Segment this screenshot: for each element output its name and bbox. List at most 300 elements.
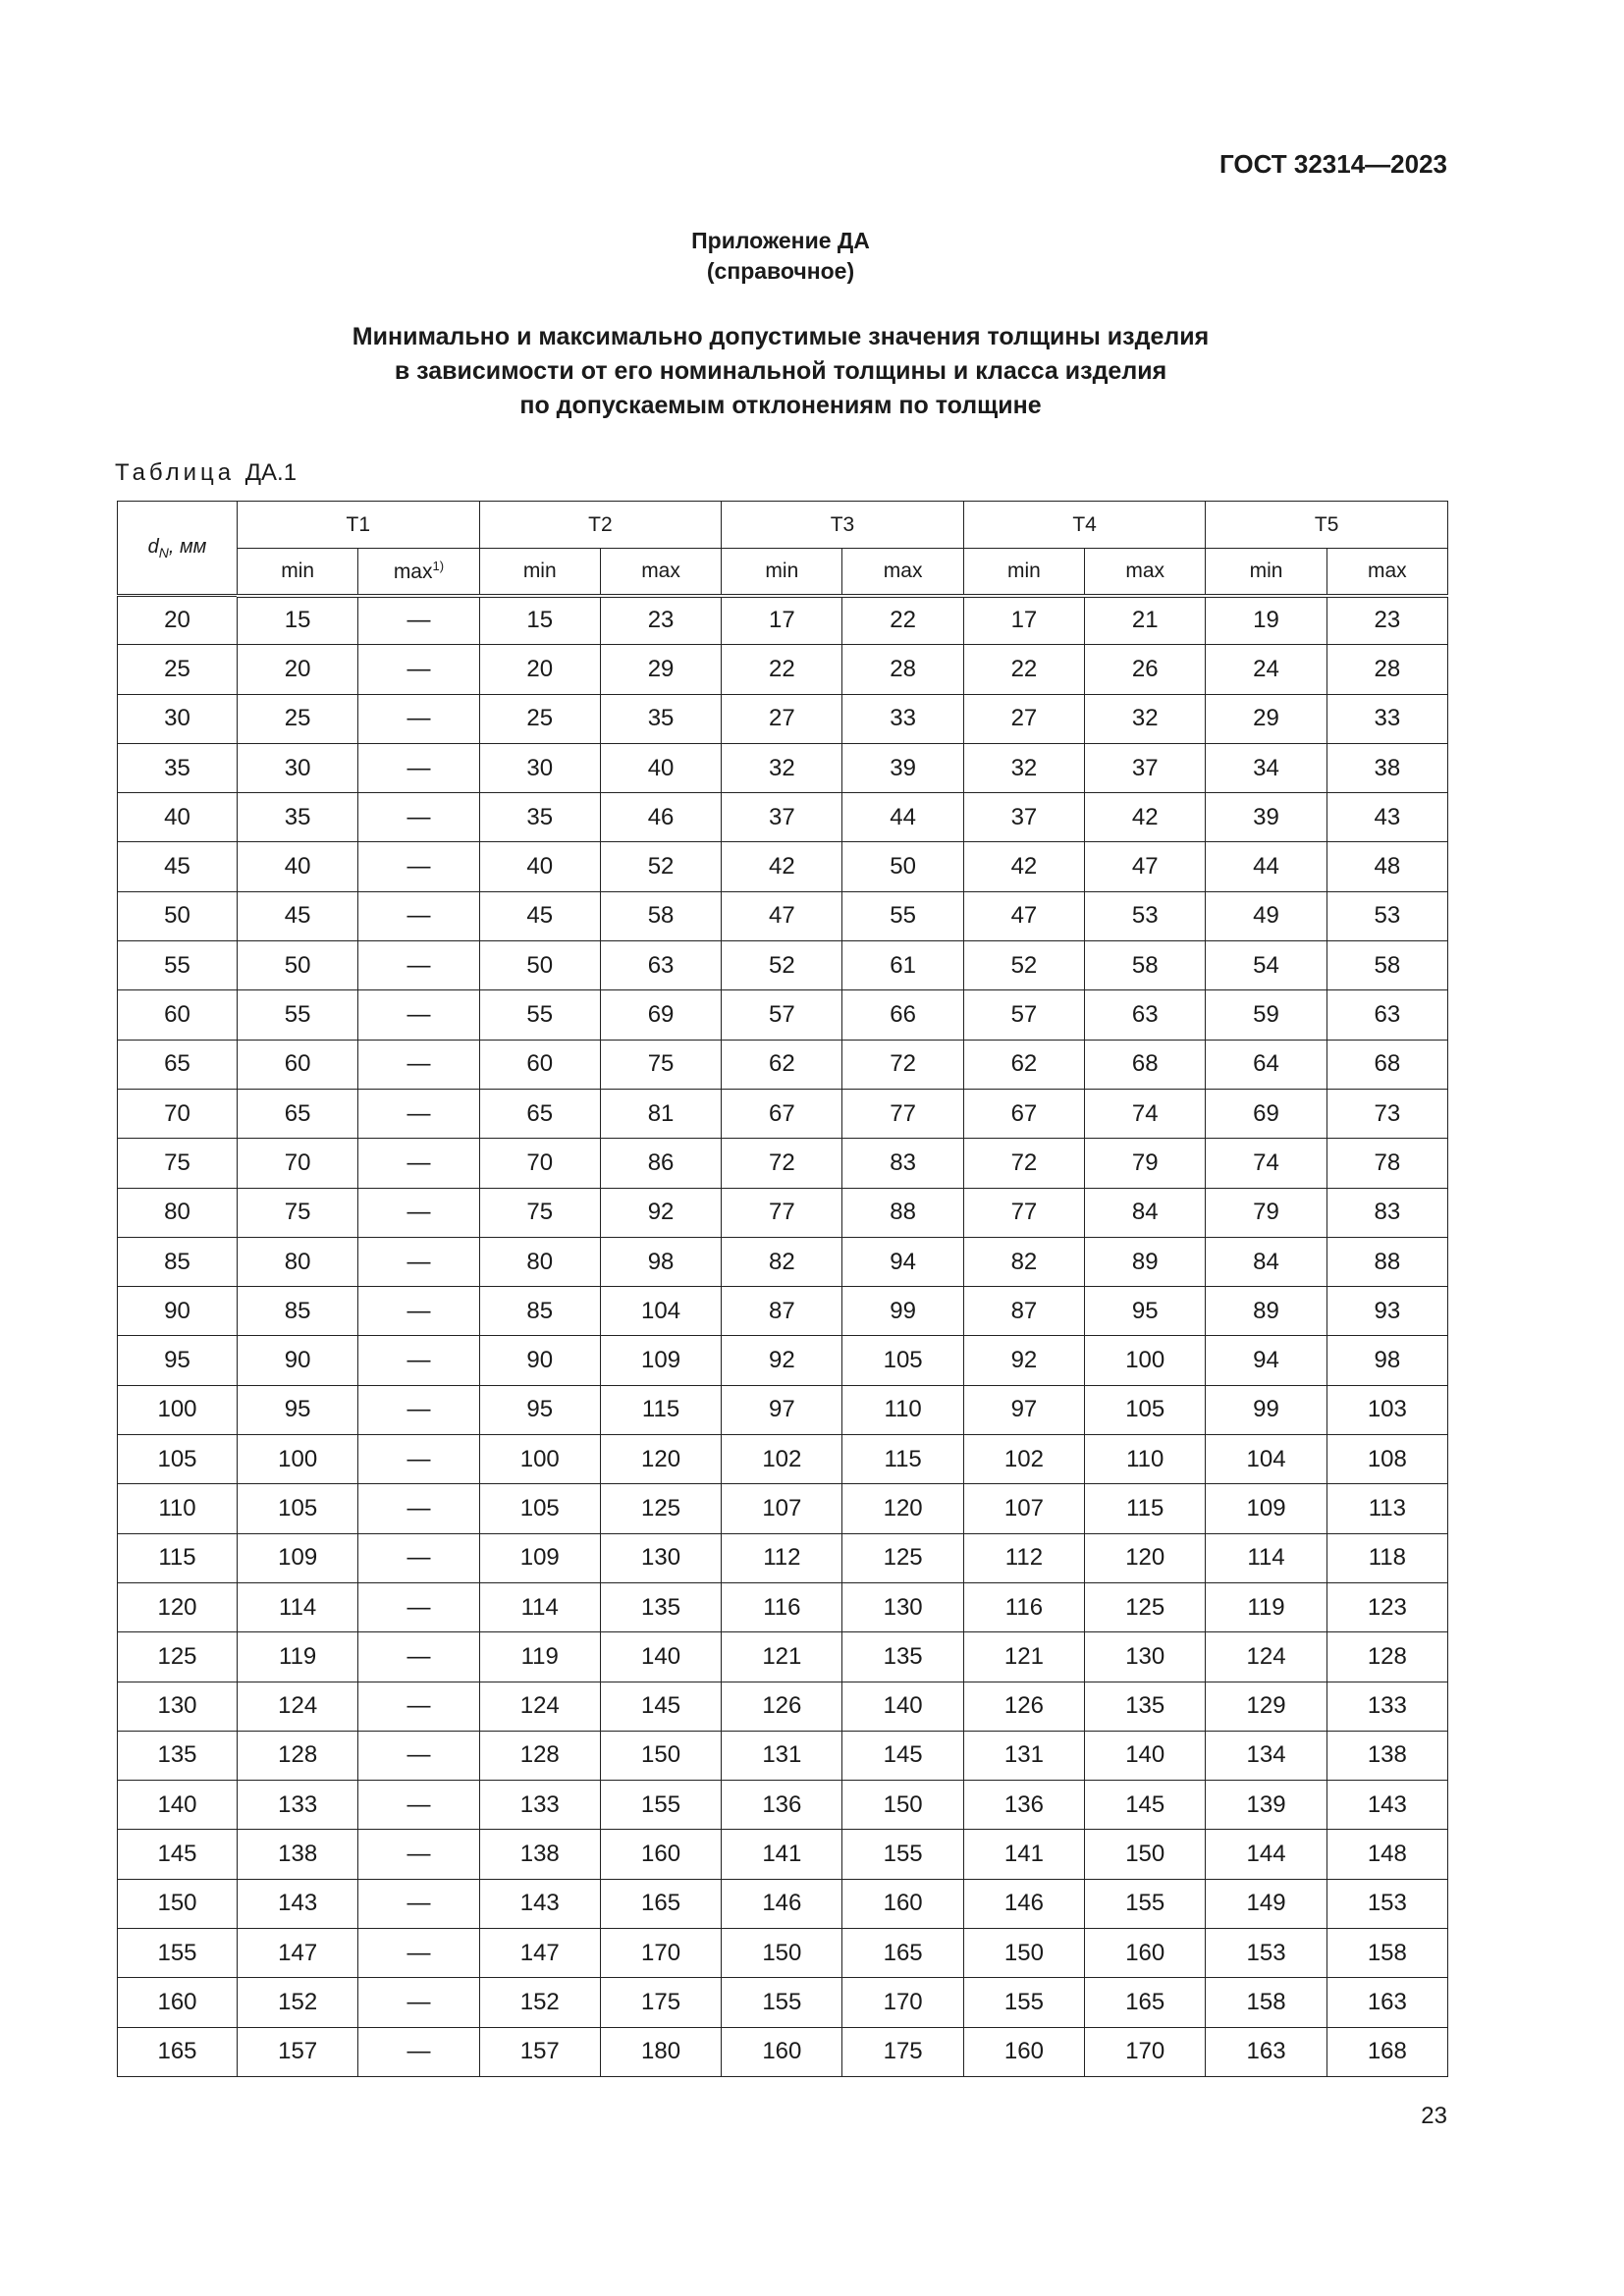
table-row (118, 1040, 1448, 1089)
nominal-thickness-cell: 165 (118, 2027, 238, 2076)
table-cell: 97 (722, 1385, 842, 1434)
table-row (118, 990, 1448, 1040)
table-cell: 95 (1085, 1287, 1206, 1336)
table-row (118, 1682, 1448, 1731)
class-header-t3: T3 (722, 502, 964, 549)
table-cell: 147 (479, 1929, 600, 1978)
table-cell: 68 (1326, 1040, 1447, 1089)
table-cell: 107 (963, 1484, 1084, 1533)
table-cell: 32 (722, 743, 842, 792)
table-cell: 115 (1085, 1484, 1206, 1533)
table-cell: 100 (1085, 1336, 1206, 1385)
table-cell: 136 (963, 1781, 1084, 1830)
table-cell: 153 (1206, 1929, 1326, 1978)
table-cell: 180 (600, 2027, 721, 2076)
table-row (118, 596, 1448, 645)
nominal-thickness-cell: 95 (118, 1336, 238, 1385)
table-cell: 105 (479, 1484, 600, 1533)
nominal-thickness-cell: 55 (118, 941, 238, 990)
table-cell: 87 (722, 1287, 842, 1336)
table-cell: 140 (842, 1682, 963, 1731)
table-cell: 82 (963, 1237, 1084, 1286)
table-cell: 105 (842, 1336, 963, 1385)
nominal-thickness-cell: 130 (118, 1682, 238, 1731)
table-cell: — (358, 793, 479, 842)
table-cell: 108 (1326, 1435, 1447, 1484)
table-cell: — (358, 1978, 479, 2027)
table-cell: 175 (842, 2027, 963, 2076)
nominal-thickness-cell: 70 (118, 1089, 238, 1138)
nominal-thickness-cell: 140 (118, 1781, 238, 1830)
title-line: в зависимости от его номинальной толщины и класса изделия (394, 357, 1167, 385)
table-cell: — (358, 1682, 479, 1731)
table-cell: 103 (1326, 1385, 1447, 1434)
nominal-thickness-cell: 75 (118, 1139, 238, 1188)
annex-title (0, 320, 1561, 423)
table-cell: 145 (842, 1731, 963, 1780)
table-row (118, 1089, 1448, 1138)
table-subheader-row (118, 549, 1448, 596)
nominal-thickness-cell: 60 (118, 990, 238, 1040)
table-cell: 157 (238, 2027, 358, 2076)
table-cell: 90 (479, 1336, 600, 1385)
table-cell: 124 (238, 1682, 358, 1731)
table-cell: 84 (1206, 1237, 1326, 1286)
table-cell: 155 (963, 1978, 1084, 2027)
table-cell: 114 (238, 1582, 358, 1631)
table-cell: 120 (842, 1484, 963, 1533)
thickness-table (117, 501, 1448, 2077)
table-cell: 160 (600, 1830, 721, 1879)
table-cell: 130 (600, 1533, 721, 1582)
table-cell: 35 (238, 793, 358, 842)
table-cell: 126 (963, 1682, 1084, 1731)
table-body (118, 596, 1448, 2077)
table-cell: 168 (1326, 2027, 1447, 2076)
table-cell: 94 (1206, 1336, 1326, 1385)
page-number: 23 (1421, 2103, 1447, 2129)
table-cell: 48 (1326, 842, 1447, 891)
table-cell: 95 (238, 1385, 358, 1434)
table-cell: 77 (963, 1188, 1084, 1237)
table-cell: 25 (479, 694, 600, 743)
table-cell: 46 (600, 793, 721, 842)
table-cell: 72 (722, 1139, 842, 1188)
max-header: $\max^{1)}$ (358, 549, 479, 596)
table-cell: 104 (600, 1287, 721, 1336)
table-cell: 65 (479, 1089, 600, 1138)
table-cell: 54 (1206, 941, 1326, 990)
table-cell: 150 (600, 1731, 721, 1780)
table-cell: 50 (842, 842, 963, 891)
table-cell: 57 (722, 990, 842, 1040)
table-cell: 89 (1206, 1287, 1326, 1336)
table-cell: 63 (1326, 990, 1447, 1040)
min-header: min (963, 549, 1084, 596)
table-cell: 116 (722, 1582, 842, 1631)
table-cell: 113 (1326, 1484, 1447, 1533)
table-row (118, 645, 1448, 694)
table-cell: 88 (1326, 1237, 1447, 1286)
table-caption-number: ДА.1 (244, 459, 298, 486)
nominal-thickness-cell: 50 (118, 891, 238, 940)
nominal-thickness-cell: 135 (118, 1731, 238, 1780)
table-cell: 63 (1085, 990, 1206, 1040)
table-cell: 158 (1206, 1978, 1326, 2027)
table-cell: 107 (722, 1484, 842, 1533)
table-cell: 74 (1206, 1139, 1326, 1188)
table-cell: 69 (1206, 1089, 1326, 1138)
table-cell: 119 (1206, 1582, 1326, 1631)
table-cell: 84 (1085, 1188, 1206, 1237)
table-cell: 40 (600, 743, 721, 792)
table-cell: 146 (963, 1879, 1084, 1928)
table-cell: 109 (600, 1336, 721, 1385)
table-cell: 112 (722, 1533, 842, 1582)
table-row (118, 1781, 1448, 1830)
table-cell: 64 (1206, 1040, 1326, 1089)
max-header: max (1326, 549, 1447, 596)
table-row (118, 1582, 1448, 1631)
table-cell: — (358, 1188, 479, 1237)
table-cell: — (358, 842, 479, 891)
table-row (118, 1632, 1448, 1682)
table-cell: 124 (479, 1682, 600, 1731)
table-cell: 50 (479, 941, 600, 990)
table-cell: 17 (963, 596, 1084, 645)
table-row (118, 743, 1448, 792)
table-cell: 99 (1206, 1385, 1326, 1434)
table-cell: 150 (963, 1929, 1084, 1978)
footnote-marker: 1) (432, 558, 445, 573)
table-cell: — (358, 1582, 479, 1631)
table-cell: 125 (842, 1533, 963, 1582)
table-cell: 149 (1206, 1879, 1326, 1928)
table-row (118, 1929, 1448, 1978)
table-cell: 86 (600, 1139, 721, 1188)
table-cell: 92 (963, 1336, 1084, 1385)
table-cell: 42 (963, 842, 1084, 891)
table-cell: 37 (1085, 743, 1206, 792)
table-cell: 35 (479, 793, 600, 842)
table-cell: 53 (1326, 891, 1447, 940)
table-cell: 15 (479, 596, 600, 645)
table-row (118, 1237, 1448, 1286)
table-row (118, 2027, 1448, 2076)
table-cell: 175 (600, 1978, 721, 2027)
table-cell: 138 (479, 1830, 600, 1879)
table-row (118, 941, 1448, 990)
table-cell: 123 (1326, 1582, 1447, 1631)
nominal-thickness-cell: 100 (118, 1385, 238, 1434)
table-cell: 160 (842, 1879, 963, 1928)
table-row (118, 1139, 1448, 1188)
table-cell: 37 (722, 793, 842, 842)
table-cell: 53 (1085, 891, 1206, 940)
dn-symbol: $d_N$, мм (147, 536, 207, 561)
table-cell: 131 (722, 1731, 842, 1780)
table-cell: 128 (479, 1731, 600, 1780)
min-header: min (479, 549, 600, 596)
table-cell: 155 (600, 1781, 721, 1830)
table-cell: 99 (842, 1287, 963, 1336)
table-cell: 22 (842, 596, 963, 645)
min-header: min (1206, 549, 1326, 596)
table-cell: 28 (842, 645, 963, 694)
table-cell: 112 (963, 1533, 1084, 1582)
table-cell: 65 (238, 1089, 358, 1138)
table-cell: 23 (1326, 596, 1447, 645)
table-cell: 120 (600, 1435, 721, 1484)
table-cell: 160 (722, 2027, 842, 2076)
table-cell: 104 (1206, 1435, 1326, 1484)
table-cell: 22 (963, 645, 1084, 694)
table-cell: 92 (722, 1336, 842, 1385)
table-cell: 97 (963, 1385, 1084, 1434)
table-cell: 35 (600, 694, 721, 743)
table-cell: 85 (238, 1287, 358, 1336)
table-cell: 129 (1206, 1682, 1326, 1731)
table-cell: 73 (1326, 1089, 1447, 1138)
table-cell: 110 (1085, 1435, 1206, 1484)
nominal-thickness-cell: 150 (118, 1879, 238, 1928)
table-row (118, 842, 1448, 891)
table-cell: 114 (479, 1582, 600, 1631)
table-cell: 140 (600, 1632, 721, 1682)
table-cell: 150 (1085, 1830, 1206, 1879)
table-cell: 32 (963, 743, 1084, 792)
table-cell: 22 (722, 645, 842, 694)
table-cell: 52 (963, 941, 1084, 990)
nominal-thickness-cell: 25 (118, 645, 238, 694)
table-cell: 19 (1206, 596, 1326, 645)
table-cell: 128 (238, 1731, 358, 1780)
table-cell: 61 (842, 941, 963, 990)
table-cell: 27 (722, 694, 842, 743)
table-cell: 60 (238, 1040, 358, 1089)
table-cell: 93 (1326, 1287, 1447, 1336)
nominal-thickness-cell: 160 (118, 1978, 238, 2027)
table-cell: 133 (479, 1781, 600, 1830)
table-cell: 25 (238, 694, 358, 743)
nominal-thickness-cell: 20 (118, 596, 238, 645)
table-cell: 131 (963, 1731, 1084, 1780)
table-cell: 144 (1206, 1830, 1326, 1879)
table-cell: 52 (722, 941, 842, 990)
table-cell: 125 (600, 1484, 721, 1533)
table-cell: 30 (479, 743, 600, 792)
table-cell: — (358, 1435, 479, 1484)
table-cell: 85 (479, 1287, 600, 1336)
table-cell: 135 (842, 1632, 963, 1682)
dn-header (118, 502, 238, 596)
table-cell: — (358, 2027, 479, 2076)
table-cell: 40 (238, 842, 358, 891)
table-cell: 134 (1206, 1731, 1326, 1780)
table-cell: 148 (1326, 1830, 1447, 1879)
table-row (118, 1533, 1448, 1582)
table-cell: 39 (1206, 793, 1326, 842)
table-cell: 140 (1085, 1731, 1206, 1780)
nominal-thickness-cell: 40 (118, 793, 238, 842)
table-cell: 43 (1326, 793, 1447, 842)
table-cell: 63 (600, 941, 721, 990)
table-cell: 139 (1206, 1781, 1326, 1830)
table-cell: 82 (722, 1237, 842, 1286)
nominal-thickness-cell: 65 (118, 1040, 238, 1089)
table-cell: 23 (600, 596, 721, 645)
table-cell: 55 (479, 990, 600, 1040)
table-cell: 152 (479, 1978, 600, 2027)
table-cell: 105 (238, 1484, 358, 1533)
table-row (118, 891, 1448, 940)
table-cell: 42 (1085, 793, 1206, 842)
table-cell: 145 (1085, 1781, 1206, 1830)
nominal-thickness-cell: 145 (118, 1830, 238, 1879)
table-cell: 59 (1206, 990, 1326, 1040)
class-header-t1: T1 (238, 502, 480, 549)
table-cell: — (358, 1533, 479, 1582)
table-cell: 45 (479, 891, 600, 940)
table-cell: 102 (963, 1435, 1084, 1484)
table-row (118, 793, 1448, 842)
table-cell: 98 (600, 1237, 721, 1286)
table-cell: 40 (479, 842, 600, 891)
table-cell: 100 (238, 1435, 358, 1484)
table-cell: 100 (479, 1435, 600, 1484)
table-cell: 68 (1085, 1040, 1206, 1089)
title-line: по допускаемым отклонениям по толщине (519, 392, 1042, 419)
table-cell: 152 (238, 1978, 358, 2027)
table-cell: 58 (1326, 941, 1447, 990)
nominal-thickness-cell: 80 (118, 1188, 238, 1237)
table-cell: 157 (479, 2027, 600, 2076)
table-row (118, 1879, 1448, 1928)
table-cell: 89 (1085, 1237, 1206, 1286)
table-cell: 37 (963, 793, 1084, 842)
table-cell: 75 (600, 1040, 721, 1089)
table-cell: 110 (842, 1385, 963, 1434)
table-cell: 62 (722, 1040, 842, 1089)
table-cell: 98 (1326, 1336, 1447, 1385)
table-cell: 58 (600, 891, 721, 940)
annex-label: Приложение ДА (691, 228, 870, 253)
table-cell: 116 (963, 1582, 1084, 1631)
table-cell: 45 (238, 891, 358, 940)
table-cell: 143 (1326, 1781, 1447, 1830)
class-header-t5: T5 (1206, 502, 1448, 549)
table-cell: 21 (1085, 596, 1206, 645)
table-cell: — (358, 1830, 479, 1879)
nominal-thickness-cell: 90 (118, 1287, 238, 1336)
table-cell: 163 (1326, 1978, 1447, 2027)
table-cell: 158 (1326, 1929, 1447, 1978)
table-cell: 109 (479, 1533, 600, 1582)
table-cell: 119 (238, 1632, 358, 1682)
table-cell: 47 (1085, 842, 1206, 891)
table-row (118, 1978, 1448, 2027)
nominal-thickness-cell: 30 (118, 694, 238, 743)
table-cell: 147 (238, 1929, 358, 1978)
table-cell: 133 (238, 1781, 358, 1830)
table-cell: 77 (842, 1089, 963, 1138)
table-cell: 138 (1326, 1731, 1447, 1780)
nominal-thickness-cell: 35 (118, 743, 238, 792)
table-cell: — (358, 1040, 479, 1089)
max-header: max (600, 549, 721, 596)
table-cell: 130 (842, 1582, 963, 1631)
table-cell: 28 (1326, 645, 1447, 694)
table-cell: 102 (722, 1435, 842, 1484)
table-cell: 141 (722, 1830, 842, 1879)
table-cell: — (358, 941, 479, 990)
table-cell: 88 (842, 1188, 963, 1237)
table-cell: 55 (842, 891, 963, 940)
table-cell: 30 (238, 743, 358, 792)
table-cell: 170 (600, 1929, 721, 1978)
table-cell: 20 (479, 645, 600, 694)
table-cell: 38 (1326, 743, 1447, 792)
table-cell: 75 (238, 1188, 358, 1237)
table-cell: 70 (238, 1139, 358, 1188)
table-cell: — (358, 891, 479, 940)
table-cell: 33 (842, 694, 963, 743)
table-cell: 52 (600, 842, 721, 891)
table-cell: 121 (722, 1632, 842, 1682)
nominal-thickness-cell: 85 (118, 1237, 238, 1286)
table-cell: 130 (1085, 1632, 1206, 1682)
table-caption (115, 459, 297, 487)
table-cell: 143 (479, 1879, 600, 1928)
nominal-thickness-cell: 110 (118, 1484, 238, 1533)
table-cell: 29 (1206, 694, 1326, 743)
table-cell: — (358, 1139, 479, 1188)
table-cell: 136 (722, 1781, 842, 1830)
table-cell: 155 (1085, 1879, 1206, 1928)
table-cell: 165 (600, 1879, 721, 1928)
table-cell: 163 (1206, 2027, 1326, 2076)
table-cell: 79 (1085, 1139, 1206, 1188)
class-header-t4: T4 (963, 502, 1206, 549)
min-header: min (238, 549, 358, 596)
table-cell: 15 (238, 596, 358, 645)
table-cell: 79 (1206, 1188, 1326, 1237)
max-header: max (842, 549, 963, 596)
table-cell: 155 (842, 1830, 963, 1879)
table-cell: — (358, 1287, 479, 1336)
table-cell: — (358, 1237, 479, 1286)
table-cell: 66 (842, 990, 963, 1040)
table-cell: 67 (963, 1089, 1084, 1138)
nominal-thickness-cell: 45 (118, 842, 238, 891)
table-cell: 83 (1326, 1188, 1447, 1237)
table-cell: — (358, 1632, 479, 1682)
table-cell: 143 (238, 1879, 358, 1928)
table-row (118, 1287, 1448, 1336)
table-cell: 135 (1085, 1682, 1206, 1731)
table-cell: — (358, 596, 479, 645)
table-cell: 170 (1085, 2027, 1206, 2076)
table-cell: 72 (842, 1040, 963, 1089)
table-cell: 44 (1206, 842, 1326, 891)
table-cell: — (358, 1879, 479, 1928)
table-cell: — (358, 743, 479, 792)
table-cell: 70 (479, 1139, 600, 1188)
table-cell: 74 (1085, 1089, 1206, 1138)
table-cell: 95 (479, 1385, 600, 1434)
table-cell: 119 (479, 1632, 600, 1682)
table-caption-word: Таблица (115, 459, 236, 486)
